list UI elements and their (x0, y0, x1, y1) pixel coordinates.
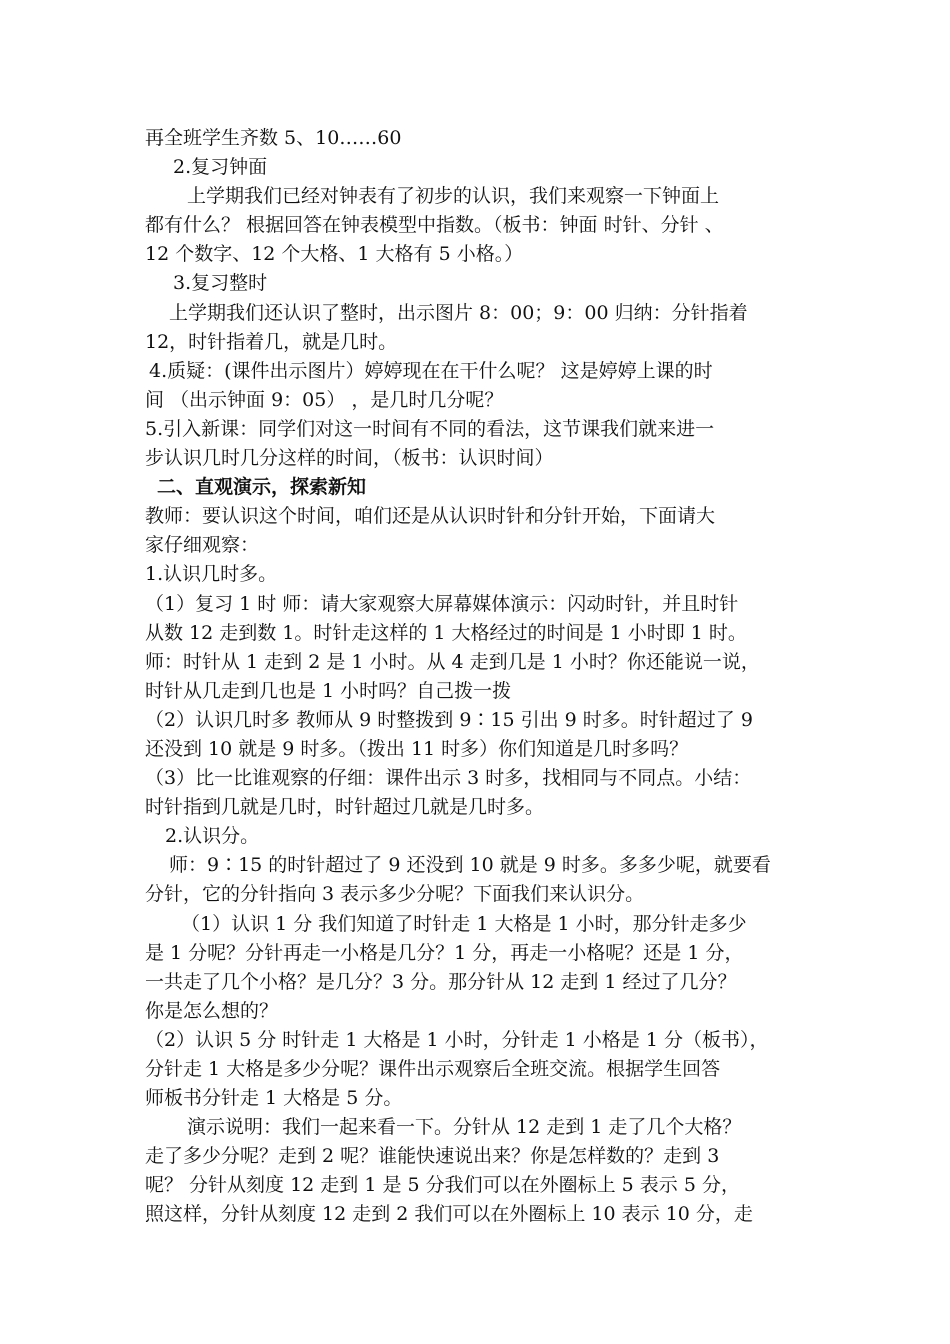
text-line: 你是怎么想的？ (145, 999, 279, 1022)
text-line: 再全班学生齐数 5、10……60 (145, 127, 402, 149)
text-line: 走了多少分呢？走到 2 呢？谁能快速说出来？你是怎样数的？走到 3 (145, 1145, 720, 1168)
text-line: （1）认识 1 分 我们知道了时针走 1 大格是 1 小时，那分针走多少 (181, 912, 747, 935)
text-line: 都有什么？ 根据回答在钟表模型中指数。（板书：钟面 时针、分针 、 (145, 214, 724, 237)
text-line: （2）认识 5 分 时针走 1 大格是 1 小时，分针走 1 小格是 1 分（板书）， (145, 1028, 769, 1051)
text-line: 12，时针指着几，就是几时。 (145, 330, 398, 353)
heading-learn-minutes: 2.认识分。 (165, 825, 260, 848)
text-line: 间 （出示钟面 9：05） ，是几时几分呢？ (145, 388, 504, 411)
text-line: 时针从几走到几也是 1 小时吗？自己拨一拨 (145, 679, 512, 702)
text-line: 师板书分针走 1 大格是 5 分。 (145, 1087, 403, 1110)
text-line: 分针走 1 大格是多少分呢？课件出示观察后全班交流。根据学生回答 (145, 1058, 721, 1080)
text-line: 呢？ 分针从刻度 12 走到 1 是 5 分我们可以在外圈标上 5 表示 5 分， (145, 1174, 740, 1197)
heading-review-clock-face: 2.复习钟面 (173, 156, 268, 179)
text-line: 家仔细观察： (145, 534, 260, 557)
document-body (145, 124, 815, 1230)
text-line: 还没到 10 就是 9 时多。（拨出 11 时多）你们知道是几时多吗？ (145, 737, 689, 760)
text-line: 1.认识几时多。 (145, 563, 278, 586)
text-line: 12 个数字、12 个大格、1 大格有 5 小格。） (145, 243, 524, 266)
text-line: 上学期我们还认识了整时，出示图片 8：00；9：00 归纳：分针指着 (169, 301, 748, 324)
text-line: 时针指到几就是几时，时针超过几就是几时多。 (145, 796, 545, 819)
text-line: （2）认识几时多 教师从 9 时整拨到 9∶15 引出 9 时多。时针超过了 9 (145, 708, 753, 731)
text-line: 师：9∶15 的时针超过了 9 还没到 10 就是 9 时多。多多少呢，就要看 (169, 854, 771, 877)
text-line: （3）比一比谁观察的仔细：课件出示 3 时多，找相同与不同点。小结： (145, 767, 752, 790)
text-line: （1）复习 1 时 师：请大家观察大屏幕媒体演示：闪动时针，并且时针 (145, 592, 739, 615)
text-line: 从数 12 走到数 1。时针走这样的 1 大格经过的时间是 1 小时即 1 时。 (145, 621, 747, 644)
text-line: 上学期我们已经对钟表有了初步的认识，我们来观察一下钟面上 (187, 185, 720, 208)
text-line: 4.质疑：(课件出示图片）婷婷现在在干什么呢？ 这是婷婷上课的时 (149, 359, 713, 382)
section-heading: 二、直观演示，探索新知 (157, 476, 367, 499)
text-line: 教师：要认识这个时间，咱们还是从认识时针和分针开始，下面请大 (145, 505, 716, 528)
text-line: 步认识几时几分这样的时间，（板书：认识时间） (145, 447, 554, 470)
text-line: 分针，它的分针指向 3 表示多少分呢？下面我们来认识分。 (145, 883, 645, 906)
text-line: 照这样，分针从刻度 12 走到 2 我们可以在外圈标上 10 表示 10 分，走 (145, 1203, 753, 1226)
text-line: 是 1 分呢？分针再走一小格是几分？1 分，再走一小格呢？还是 1 分， (145, 941, 744, 964)
heading-review-whole-hour: 3.复习整时 (173, 272, 268, 295)
text-line: 5.引入新课：同学们对这一时间有不同的看法，这节课我们就来进一 (145, 417, 715, 440)
text-line: 一共走了几个小格？是几分？3 分。那分针从 12 走到 1 经过了几分？ (145, 970, 737, 993)
text-line: 演示说明：我们一起来看一下。分针从 12 走到 1 走了几个大格？ (187, 1116, 742, 1139)
text-line: 师：时针从 1 走到 2 是 1 小时。从 4 走到几是 1 小时？你还能说一说， (145, 650, 760, 673)
